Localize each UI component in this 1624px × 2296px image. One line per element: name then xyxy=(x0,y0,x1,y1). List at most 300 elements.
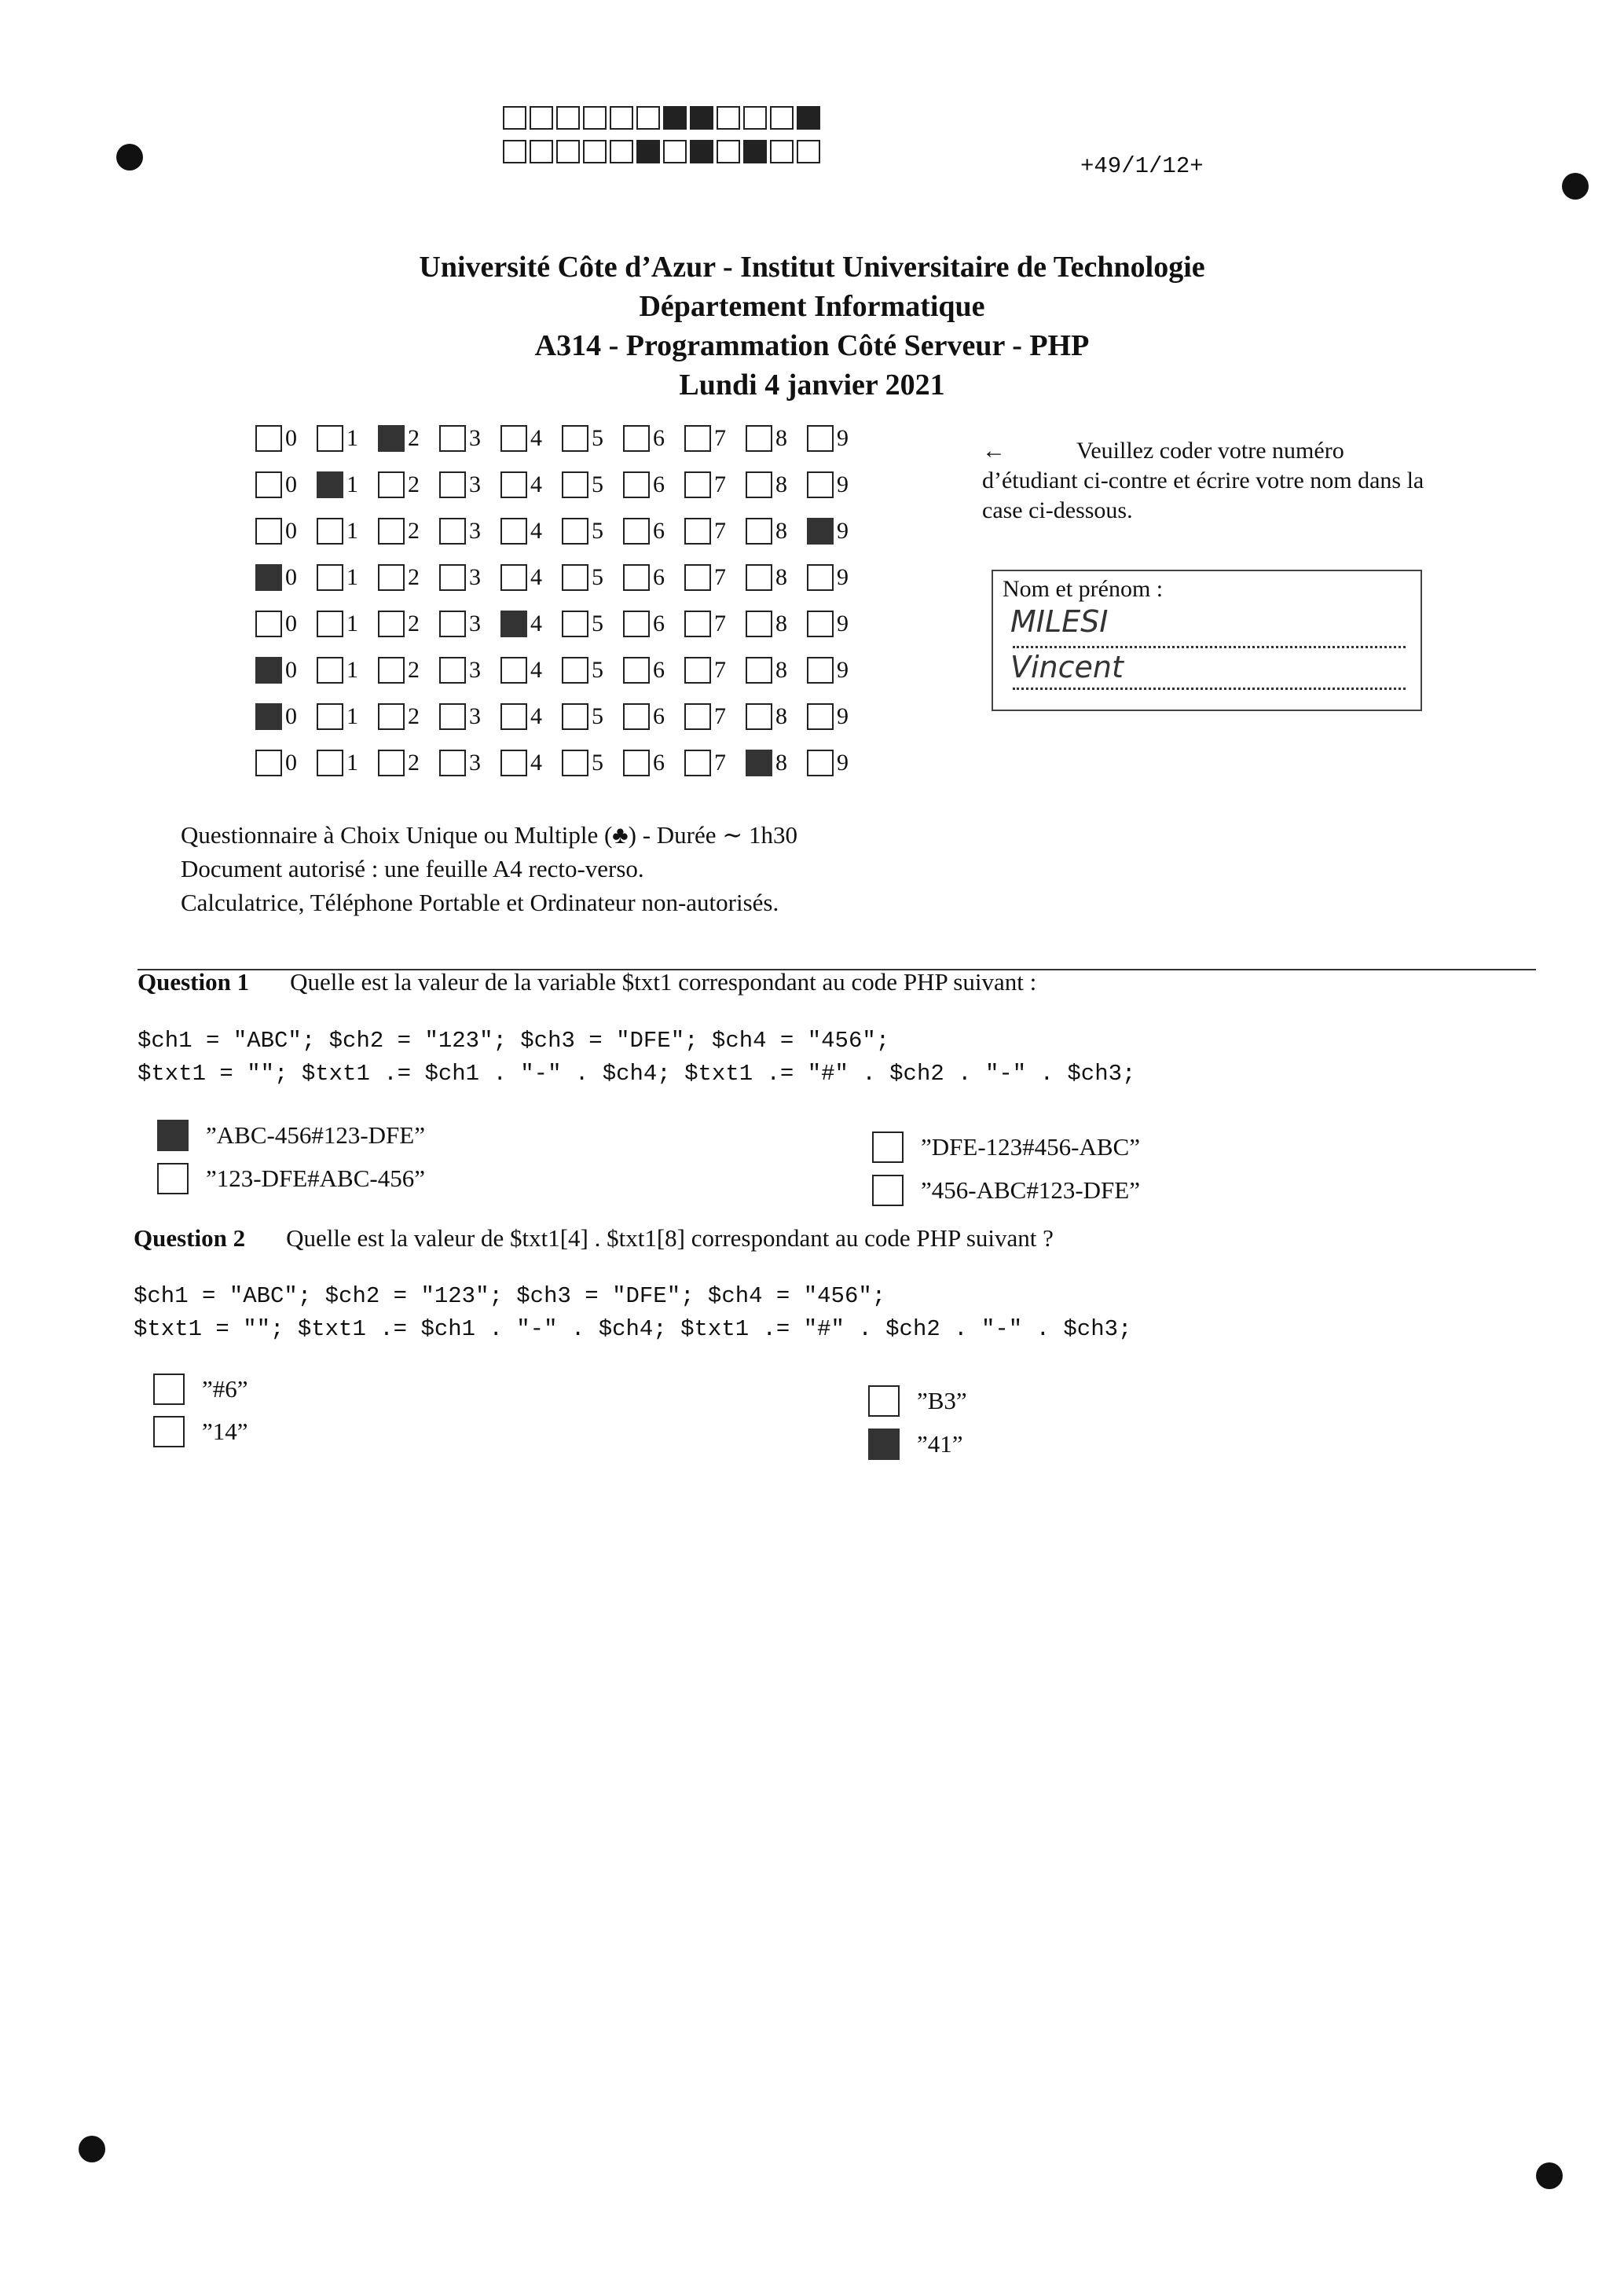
question-2-option-d[interactable] xyxy=(868,1429,963,1460)
digit-checkbox[interactable] xyxy=(378,425,405,452)
question-2-option-c[interactable] xyxy=(868,1385,967,1417)
barcode-cell xyxy=(503,140,526,163)
name-line-1 xyxy=(1013,646,1406,648)
question-1-option-a-checkbox[interactable] xyxy=(157,1120,189,1151)
digit-checkbox[interactable] xyxy=(684,703,711,730)
digit-label: 5 xyxy=(592,611,603,636)
digit-option[interactable] xyxy=(317,657,378,684)
digit-label: 0 xyxy=(285,750,297,776)
digit-option[interactable] xyxy=(439,611,500,637)
digit-label: 5 xyxy=(592,703,603,729)
question-2-option-a[interactable] xyxy=(153,1374,248,1405)
digit-option[interactable] xyxy=(378,703,439,730)
digit-label: 4 xyxy=(530,703,542,729)
handwritten-last-name: MILESI xyxy=(1010,604,1109,639)
digit-checkbox[interactable] xyxy=(500,471,527,498)
digit-option[interactable] xyxy=(623,518,684,545)
digit-checkbox[interactable] xyxy=(500,564,527,591)
digit-checkbox[interactable] xyxy=(500,425,527,452)
digit-checkbox[interactable] xyxy=(562,703,588,730)
digit-label: 1 xyxy=(346,564,358,590)
digit-option[interactable] xyxy=(378,750,439,776)
digit-label: 4 xyxy=(530,657,542,683)
student-number-row xyxy=(255,469,868,501)
digit-checkbox[interactable] xyxy=(317,471,343,498)
digit-option[interactable] xyxy=(562,703,623,730)
digit-label: 6 xyxy=(653,657,665,683)
barcode-cell xyxy=(743,140,767,163)
digit-option[interactable] xyxy=(255,425,317,452)
digit-checkbox[interactable] xyxy=(255,703,282,730)
digit-option[interactable] xyxy=(562,471,623,498)
digit-label: 8 xyxy=(775,518,787,544)
digit-label: 5 xyxy=(592,750,603,776)
question-1-title xyxy=(137,968,1036,996)
instructions-line-3: Calculatrice, Téléphone Portable et Ordinateur non-autorisés. xyxy=(181,889,779,916)
digit-option[interactable] xyxy=(500,703,562,730)
digit-option[interactable] xyxy=(439,471,500,498)
digit-label: 2 xyxy=(408,425,420,451)
digit-label: 3 xyxy=(469,657,481,683)
digit-checkbox[interactable] xyxy=(378,703,405,730)
digit-checkbox[interactable] xyxy=(623,750,650,776)
digit-label: 1 xyxy=(346,425,358,451)
question-2-label: Question 2 xyxy=(134,1224,246,1252)
digit-label: 6 xyxy=(653,703,665,729)
digit-checkbox[interactable] xyxy=(807,611,834,637)
digit-checkbox[interactable] xyxy=(255,611,282,637)
digit-option[interactable] xyxy=(684,471,746,498)
question-1-label: Question 1 xyxy=(137,968,250,996)
digit-option[interactable] xyxy=(317,564,378,591)
digit-checkbox[interactable] xyxy=(684,564,711,591)
digit-label: 4 xyxy=(530,425,542,451)
digit-checkbox[interactable] xyxy=(439,657,466,684)
digit-checkbox[interactable] xyxy=(439,703,466,730)
digit-option[interactable] xyxy=(500,611,562,637)
student-number-row xyxy=(255,515,868,547)
digit-checkbox[interactable] xyxy=(562,425,588,452)
digit-checkbox[interactable] xyxy=(746,703,772,730)
digit-checkbox[interactable] xyxy=(255,425,282,452)
digit-label: 0 xyxy=(285,518,297,544)
barcode-cell xyxy=(770,140,794,163)
digit-label: 5 xyxy=(592,518,603,544)
digit-label: 6 xyxy=(653,518,665,544)
digit-checkbox[interactable] xyxy=(807,564,834,591)
question-2-option-b-checkbox[interactable] xyxy=(153,1416,185,1447)
digit-option[interactable] xyxy=(623,471,684,498)
digit-option[interactable] xyxy=(623,611,684,637)
digit-checkbox[interactable] xyxy=(623,611,650,637)
digit-checkbox[interactable] xyxy=(378,518,405,545)
digit-label: 2 xyxy=(408,657,420,683)
barcode-cell xyxy=(556,140,580,163)
digit-label: 9 xyxy=(837,703,849,729)
digit-checkbox[interactable] xyxy=(746,518,772,545)
digit-label: 0 xyxy=(285,703,297,729)
barcode-cell xyxy=(690,106,713,130)
digit-checkbox[interactable] xyxy=(684,518,711,545)
digit-option[interactable] xyxy=(255,471,317,498)
digit-option[interactable] xyxy=(562,657,623,684)
registration-mark-top-right xyxy=(1562,173,1589,200)
digit-checkbox[interactable] xyxy=(317,425,343,452)
digit-option[interactable] xyxy=(439,703,500,730)
digit-label: 9 xyxy=(837,564,849,590)
digit-option[interactable] xyxy=(378,611,439,637)
digit-checkbox[interactable] xyxy=(746,657,772,684)
digit-option[interactable] xyxy=(746,611,807,637)
digit-option[interactable] xyxy=(623,425,684,452)
barcode-cell xyxy=(583,140,607,163)
digit-label: 0 xyxy=(285,425,297,451)
barcode-cell xyxy=(743,106,767,130)
digit-label: 2 xyxy=(408,703,420,729)
barcode-cell xyxy=(556,106,580,130)
question-1-option-c-label: ”DFE-123#456-ABC” xyxy=(921,1133,1140,1161)
registration-mark-bottom-left xyxy=(79,2136,105,2162)
digit-option[interactable] xyxy=(500,425,562,452)
digit-checkbox[interactable] xyxy=(807,471,834,498)
digit-checkbox[interactable] xyxy=(439,425,466,452)
digit-label: 9 xyxy=(837,750,849,776)
digit-checkbox[interactable] xyxy=(562,564,588,591)
digit-label: 3 xyxy=(469,750,481,776)
digit-option[interactable] xyxy=(746,703,807,730)
question-2-option-b[interactable] xyxy=(153,1416,248,1447)
digit-checkbox[interactable] xyxy=(807,750,834,776)
digit-label: 9 xyxy=(837,518,849,544)
digit-option[interactable] xyxy=(500,518,562,545)
barcode-cell xyxy=(797,106,820,130)
student-number-row xyxy=(255,747,868,779)
name-box[interactable] xyxy=(992,570,1422,711)
digit-option[interactable] xyxy=(317,425,378,452)
digit-checkbox[interactable] xyxy=(439,471,466,498)
registration-mark-bottom-right xyxy=(1536,2162,1563,2189)
digit-option[interactable] xyxy=(255,703,317,730)
digit-checkbox[interactable] xyxy=(378,471,405,498)
digit-label: 2 xyxy=(408,518,420,544)
digit-option[interactable] xyxy=(623,564,684,591)
question-1-code-line-1: $ch1 = "ABC"; $ch2 = "123"; $ch3 = "DFE"; $ch4 = "456"; xyxy=(137,1028,890,1054)
digit-label: 1 xyxy=(346,657,358,683)
digit-option[interactable] xyxy=(378,564,439,591)
barcode-top xyxy=(503,106,823,130)
digit-label: 6 xyxy=(653,564,665,590)
digit-checkbox[interactable] xyxy=(746,471,772,498)
digit-checkbox[interactable] xyxy=(317,518,343,545)
digit-checkbox[interactable] xyxy=(562,750,588,776)
student-number-row xyxy=(255,608,868,640)
digit-option[interactable] xyxy=(562,750,623,776)
digit-option[interactable] xyxy=(439,518,500,545)
digit-option[interactable] xyxy=(317,611,378,637)
digit-checkbox[interactable] xyxy=(562,518,588,545)
digit-label: 2 xyxy=(408,750,420,776)
digit-checkbox[interactable] xyxy=(684,611,711,637)
digit-option[interactable] xyxy=(684,657,746,684)
digit-label: 3 xyxy=(469,425,481,451)
instructions-line-2: Document autorisé : une feuille A4 recto-verso. xyxy=(181,855,644,882)
barcode-cell xyxy=(610,106,633,130)
digit-option[interactable] xyxy=(746,471,807,498)
digit-label: 6 xyxy=(653,611,665,636)
digit-option[interactable] xyxy=(807,657,868,684)
digit-checkbox[interactable] xyxy=(378,750,405,776)
question-1-option-b[interactable] xyxy=(157,1163,425,1194)
digit-label: 7 xyxy=(714,611,726,636)
digit-checkbox[interactable] xyxy=(317,564,343,591)
digit-checkbox[interactable] xyxy=(317,611,343,637)
digit-option[interactable] xyxy=(500,657,562,684)
question-2-option-c-checkbox[interactable] xyxy=(868,1385,900,1417)
digit-label: 4 xyxy=(530,750,542,776)
digit-label: 6 xyxy=(653,471,665,497)
question-1-code-line-2: $txt1 = ""; $txt1 .= $ch1 . "-" . $ch4; $txt1 .= "#" . $ch2 . "-" . $ch3; xyxy=(137,1061,1136,1087)
question-2-option-d-checkbox[interactable] xyxy=(868,1429,900,1460)
student-number-row xyxy=(255,562,868,593)
name-line-2 xyxy=(1013,688,1406,690)
digit-label: 5 xyxy=(592,425,603,451)
digit-label: 0 xyxy=(285,657,297,683)
digit-checkbox[interactable] xyxy=(684,657,711,684)
digit-checkbox[interactable] xyxy=(562,657,588,684)
digit-checkbox[interactable] xyxy=(807,703,834,730)
question-1-option-b-label: ”123-DFE#ABC-456” xyxy=(206,1165,425,1192)
digit-option[interactable] xyxy=(562,564,623,591)
name-box-label: Nom et prénom : xyxy=(1003,576,1164,602)
digit-option[interactable] xyxy=(746,657,807,684)
digit-label: 8 xyxy=(775,611,787,636)
digit-option[interactable] xyxy=(317,518,378,545)
digit-option[interactable] xyxy=(255,657,317,684)
barcode-cell xyxy=(503,106,526,130)
digit-option[interactable] xyxy=(807,564,868,591)
digit-label: 7 xyxy=(714,703,726,729)
digit-label: 0 xyxy=(285,471,297,497)
digit-option[interactable] xyxy=(439,657,500,684)
barcode-cell xyxy=(663,106,687,130)
digit-checkbox[interactable] xyxy=(500,657,527,684)
digit-label: 8 xyxy=(775,657,787,683)
digit-label: 6 xyxy=(653,750,665,776)
digit-checkbox[interactable] xyxy=(807,518,834,545)
digit-checkbox[interactable] xyxy=(807,657,834,684)
digit-checkbox[interactable] xyxy=(439,750,466,776)
digit-option[interactable] xyxy=(807,471,868,498)
digit-label: 9 xyxy=(837,611,849,636)
digit-label: 3 xyxy=(469,564,481,590)
digit-checkbox[interactable] xyxy=(623,471,650,498)
question-1-option-c-checkbox[interactable] xyxy=(872,1131,904,1163)
digit-option[interactable] xyxy=(562,425,623,452)
digit-option[interactable] xyxy=(623,750,684,776)
digit-checkbox[interactable] xyxy=(500,518,527,545)
barcode-cell xyxy=(690,140,713,163)
instructions-line-1: Questionnaire à Choix Unique ou Multiple (♣) - Durée ∼ 1h30 xyxy=(181,821,797,849)
digit-checkbox[interactable] xyxy=(623,657,650,684)
digit-option[interactable] xyxy=(746,564,807,591)
header-date: Lundi 4 janvier 2021 xyxy=(679,369,945,402)
digit-label: 4 xyxy=(530,518,542,544)
digit-option[interactable] xyxy=(317,703,378,730)
registration-mark-top-left xyxy=(116,144,143,171)
digit-checkbox[interactable] xyxy=(500,703,527,730)
barcode-cell xyxy=(770,106,794,130)
question-2-option-a-checkbox[interactable] xyxy=(153,1374,185,1405)
digit-option[interactable] xyxy=(807,425,868,452)
digit-option[interactable] xyxy=(378,425,439,452)
digit-checkbox[interactable] xyxy=(684,471,711,498)
digit-option[interactable] xyxy=(500,750,562,776)
page-id: +49/1/12+ xyxy=(1080,153,1204,179)
question-2-code-line-2: $txt1 = ""; $txt1 .= $ch1 . "-" . $ch4; $txt1 .= "#" . $ch2 . "-" . $ch3; xyxy=(134,1316,1132,1342)
digit-checkbox[interactable] xyxy=(623,564,650,591)
digit-option[interactable] xyxy=(684,703,746,730)
digit-option[interactable] xyxy=(378,471,439,498)
student-number-notice xyxy=(982,436,1438,526)
digit-option[interactable] xyxy=(439,750,500,776)
digit-option[interactable] xyxy=(807,611,868,637)
digit-checkbox[interactable] xyxy=(562,611,588,637)
digit-label: 9 xyxy=(837,471,849,497)
barcode-cell xyxy=(717,106,740,130)
digit-option[interactable] xyxy=(684,518,746,545)
digit-checkbox[interactable] xyxy=(439,564,466,591)
question-2-option-c-label: ”B3” xyxy=(917,1387,967,1414)
digit-option[interactable] xyxy=(684,750,746,776)
question-1-option-d[interactable] xyxy=(872,1175,1140,1206)
question-2-code-line-1: $ch1 = "ABC"; $ch2 = "123"; $ch3 = "DFE"; $ch4 = "456"; xyxy=(134,1283,886,1309)
digit-checkbox[interactable] xyxy=(317,750,343,776)
barcode-cell xyxy=(717,140,740,163)
digit-option[interactable] xyxy=(317,471,378,498)
digit-label: 2 xyxy=(408,471,420,497)
question-2-option-a-label: ”#6” xyxy=(202,1375,248,1403)
digit-checkbox[interactable] xyxy=(317,657,343,684)
digit-label: 7 xyxy=(714,564,726,590)
digit-option[interactable] xyxy=(562,518,623,545)
digit-option[interactable] xyxy=(500,471,562,498)
digit-option[interactable] xyxy=(439,564,500,591)
digit-label: 8 xyxy=(775,471,787,497)
digit-option[interactable] xyxy=(807,750,868,776)
digit-option[interactable] xyxy=(623,657,684,684)
question-1-option-d-checkbox[interactable] xyxy=(872,1175,904,1206)
digit-label: 1 xyxy=(346,518,358,544)
digit-option[interactable] xyxy=(746,750,807,776)
digit-checkbox[interactable] xyxy=(807,425,834,452)
digit-option[interactable] xyxy=(746,425,807,452)
question-1-option-a[interactable] xyxy=(157,1120,425,1151)
digit-checkbox[interactable] xyxy=(746,425,772,452)
digit-option[interactable] xyxy=(439,425,500,452)
digit-option[interactable] xyxy=(807,518,868,545)
digit-option[interactable] xyxy=(562,611,623,637)
digit-checkbox[interactable] xyxy=(562,471,588,498)
digit-label: 8 xyxy=(775,425,787,451)
digit-option[interactable] xyxy=(746,518,807,545)
question-1-option-a-label: ”ABC-456#123-DFE” xyxy=(206,1121,425,1149)
barcode-cell xyxy=(663,140,687,163)
digit-checkbox[interactable] xyxy=(500,611,527,637)
digit-checkbox[interactable] xyxy=(255,564,282,591)
digit-checkbox[interactable] xyxy=(378,657,405,684)
student-number-row xyxy=(255,423,868,454)
digit-label: 4 xyxy=(530,611,542,636)
digit-checkbox[interactable] xyxy=(623,518,650,545)
digit-option[interactable] xyxy=(807,703,868,730)
digit-checkbox[interactable] xyxy=(317,703,343,730)
question-2-text: Quelle est la valeur de $txt1[4] . $txt1[8] correspondant au code PHP suivant ? xyxy=(286,1224,1054,1252)
barcode-cell xyxy=(636,140,660,163)
digit-label: 9 xyxy=(837,657,849,683)
question-1-option-d-label: ”456-ABC#123-DFE” xyxy=(921,1176,1140,1204)
digit-option[interactable] xyxy=(255,564,317,591)
digit-option[interactable] xyxy=(500,564,562,591)
barcode-cell xyxy=(530,106,553,130)
digit-checkbox[interactable] xyxy=(623,703,650,730)
barcode-cell xyxy=(636,106,660,130)
digit-label: 8 xyxy=(775,750,787,776)
digit-option[interactable] xyxy=(378,657,439,684)
digit-checkbox[interactable] xyxy=(684,425,711,452)
student-number-row xyxy=(255,655,868,686)
digit-checkbox[interactable] xyxy=(746,611,772,637)
notice-text: Veuillez coder votre numéro d’étudiant ci-contre et écrire votre nom dans la case ci-dessous. xyxy=(982,438,1424,523)
digit-option[interactable] xyxy=(255,750,317,776)
digit-checkbox[interactable] xyxy=(255,518,282,545)
digit-checkbox[interactable] xyxy=(746,750,772,776)
digit-checkbox[interactable] xyxy=(378,611,405,637)
digit-checkbox[interactable] xyxy=(255,657,282,684)
digit-checkbox[interactable] xyxy=(500,750,527,776)
digit-option[interactable] xyxy=(255,518,317,545)
question-1-option-b-checkbox[interactable] xyxy=(157,1163,189,1194)
question-1-text: Quelle est la valeur de la variable $txt1 correspondant au code PHP suivant : xyxy=(290,968,1037,996)
digit-option[interactable] xyxy=(684,611,746,637)
digit-label: 4 xyxy=(530,564,542,590)
digit-checkbox[interactable] xyxy=(623,425,650,452)
digit-label: 8 xyxy=(775,564,787,590)
digit-label: 3 xyxy=(469,703,481,729)
digit-label: 7 xyxy=(714,471,726,497)
digit-label: 2 xyxy=(408,611,420,636)
digit-checkbox[interactable] xyxy=(255,750,282,776)
digit-checkbox[interactable] xyxy=(255,471,282,498)
digit-option[interactable] xyxy=(378,518,439,545)
digit-label: 9 xyxy=(837,425,849,451)
digit-option[interactable] xyxy=(317,750,378,776)
digit-option[interactable] xyxy=(255,611,317,637)
student-number-row xyxy=(255,701,868,732)
digit-checkbox[interactable] xyxy=(439,611,466,637)
barcode-cell xyxy=(583,106,607,130)
digit-checkbox[interactable] xyxy=(378,564,405,591)
digit-label: 8 xyxy=(775,703,787,729)
digit-label: 3 xyxy=(469,611,481,636)
question-1-option-c[interactable] xyxy=(872,1131,1140,1163)
digit-option[interactable] xyxy=(623,703,684,730)
digit-option[interactable] xyxy=(684,564,746,591)
digit-checkbox[interactable] xyxy=(746,564,772,591)
digit-option[interactable] xyxy=(684,425,746,452)
digit-label: 1 xyxy=(346,611,358,636)
digit-checkbox[interactable] xyxy=(439,518,466,545)
digit-checkbox[interactable] xyxy=(684,750,711,776)
